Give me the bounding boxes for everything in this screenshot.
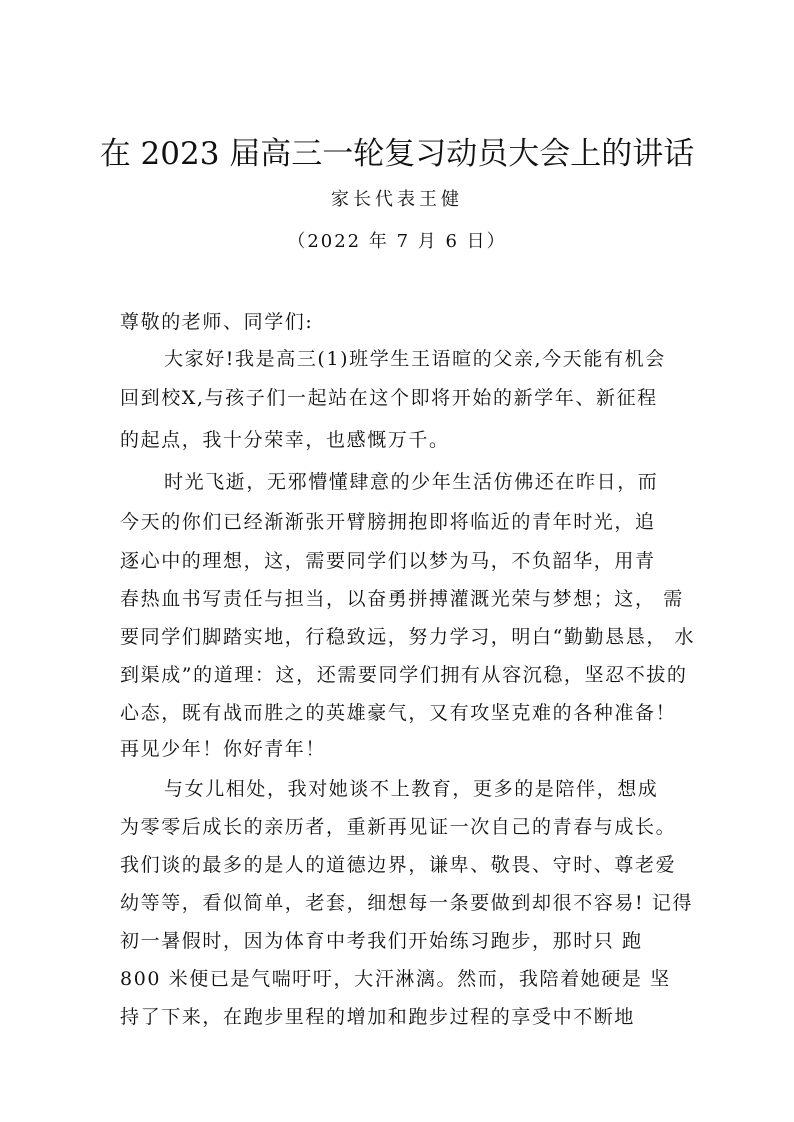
body-line: 再见少年！你好青年！: [120, 738, 327, 760]
body-line: 800 米便已是气喘吁吁，大汗淋漓。然而，我陪着她硬是 坚: [120, 968, 671, 990]
body-line: 时光飞逝，无邪懵懂肆意的少年生活仿佛还在昨日，而: [164, 471, 659, 493]
salutation: 尊敬的老师、同学们:: [120, 311, 314, 333]
body-line: 回到校X,与孩子们一起站在这个即将开始的新学年、新征程: [120, 387, 658, 409]
body-line: 逐心中的理想，这，需要同学们以梦为马，不负韶华，用青: [120, 550, 656, 572]
speech-title: 在 2023 届高三一轮复习动员大会上的讲话: [99, 136, 695, 172]
body-line: 要同学们脚踏实地，行稳致远，努力学习，明白“勤勤恳恳， 水: [120, 626, 696, 648]
body-line: 与女儿相处，我对她谈不上教育，更多的是陪伴，想成: [164, 778, 659, 800]
body-line: 初一暑假时，因为体育中考我们开始练习跑步，那时只 跑: [120, 930, 643, 952]
body-line: 大家好!我是高三(1)班学生王语暄的父亲,今天能有机会: [164, 348, 666, 370]
body-line: 到渠成”的道理：这，还需要同学们拥有从容沉稳，坚忍不拔的: [120, 664, 688, 686]
body-line: 幼等等，看似简单，老套，细想每一条要做到却很不容易! 记得: [120, 892, 694, 914]
body-line: 为零零后成长的亲历者，重新再见证一次自己的青春与成长。: [120, 816, 677, 838]
speech-date: （2022 年 7 月 6 日）: [287, 231, 507, 252]
body-line: 的起点，我十分荣幸，也感慨万千。: [120, 429, 450, 451]
body-line: 今天的你们已经渐渐张开臂膀拥抱即将临近的青年时光，追: [120, 511, 656, 533]
speaker-byline: 家长代表王健: [331, 189, 463, 210]
body-line: 春热血书写责任与担当，以奋勇拼搏灌溉光荣与梦想；这， 需: [120, 588, 684, 610]
body-line: 我们谈的最多的是人的道德边界，谦卑、敬畏、守时、尊老爱: [120, 854, 677, 876]
body-line: 心态，既有战而胜之的英雄豪气，又有攻坚克难的各种准备！: [120, 702, 677, 724]
body-line: 持了下来，在跑步里程的增加和跑步过程的享受中不断地: [120, 1006, 636, 1028]
